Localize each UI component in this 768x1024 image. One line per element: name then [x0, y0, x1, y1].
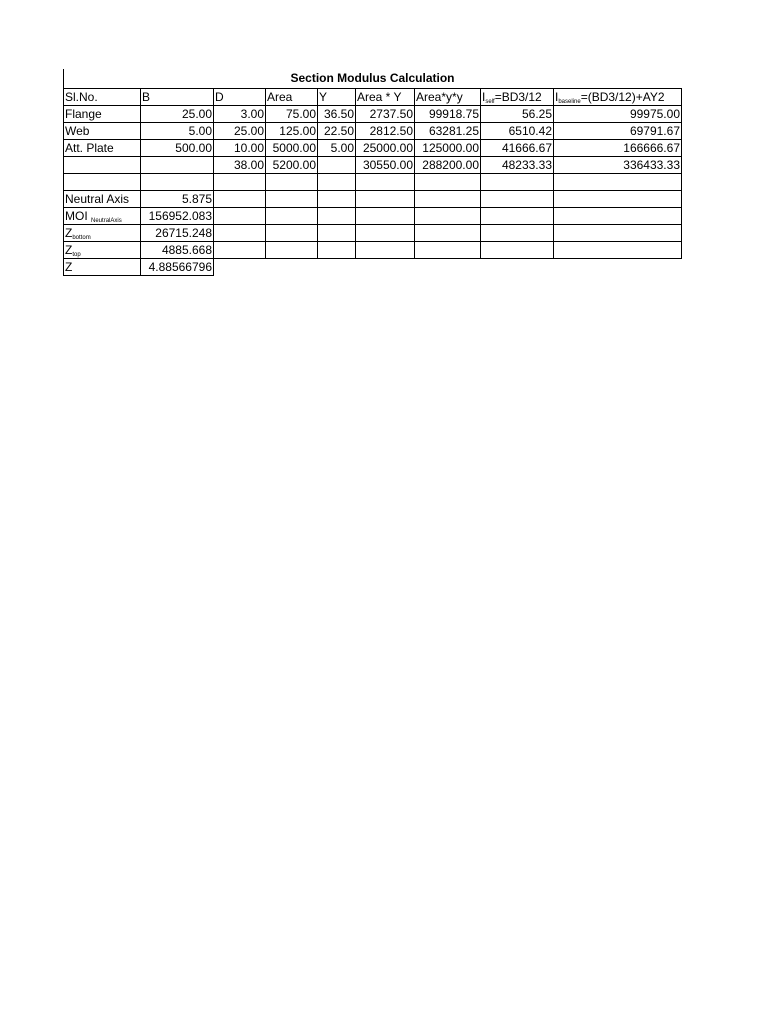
cell-i-self[interactable]: 41666.67 — [481, 140, 554, 157]
z-top-sub: top — [72, 252, 81, 258]
empty-cell[interactable] — [554, 225, 682, 242]
cell-b[interactable]: 25.00 — [141, 106, 214, 123]
spacer-cell — [214, 259, 266, 276]
empty-cell[interactable] — [481, 242, 554, 259]
empty-cell[interactable] — [214, 242, 266, 259]
cell-i-baseline[interactable]: 99975.00 — [554, 106, 682, 123]
cell-area-y[interactable]: 25000.00 — [356, 140, 415, 157]
empty-cell[interactable] — [64, 157, 141, 174]
spacer-cell — [318, 259, 356, 276]
moi-label: MOI — [65, 209, 88, 223]
empty-cell[interactable] — [356, 242, 415, 259]
empty-cell[interactable] — [415, 174, 481, 191]
result-row-neutral-axis — [64, 191, 682, 208]
z-bottom-sub: bottom — [72, 235, 91, 241]
table-row — [64, 123, 682, 140]
cell-area-y[interactable]: 2812.50 — [356, 123, 415, 140]
empty-cell[interactable] — [64, 174, 141, 191]
i-self-sub: self — [485, 99, 495, 105]
cell-b[interactable]: 500.00 — [141, 140, 214, 157]
spacer-cell — [266, 259, 318, 276]
empty-cell[interactable] — [214, 191, 266, 208]
row-name[interactable]: Flange — [64, 106, 141, 123]
header-area-y-y[interactable]: Area*y*y — [415, 89, 481, 106]
empty-cell[interactable] — [554, 191, 682, 208]
neutral-axis-value[interactable]: 5.875 — [141, 191, 214, 208]
empty-cell[interactable] — [318, 242, 356, 259]
header-slno[interactable]: Sl.No. — [64, 89, 141, 106]
totals-row — [64, 157, 682, 174]
calculation-table — [63, 88, 682, 276]
cell-area[interactable]: 125.00 — [266, 123, 318, 140]
empty-cell[interactable] — [318, 208, 356, 225]
empty-cell[interactable] — [266, 174, 318, 191]
empty-cell[interactable] — [481, 225, 554, 242]
i-baseline-sub: baseline — [558, 99, 581, 105]
empty-cell[interactable] — [266, 208, 318, 225]
empty-cell[interactable] — [356, 208, 415, 225]
empty-cell[interactable] — [266, 225, 318, 242]
result-row-z — [64, 259, 682, 276]
header-row — [64, 89, 682, 106]
cell-y[interactable]: 36.50 — [318, 106, 356, 123]
z-bottom-label: Z — [65, 226, 73, 240]
spacer-cell — [415, 259, 481, 276]
page-title: Section Modulus Calculation — [290, 71, 455, 85]
empty-cell[interactable] — [266, 242, 318, 259]
header-y[interactable]: Y — [318, 89, 356, 106]
empty-cell[interactable] — [266, 191, 318, 208]
cell-d[interactable]: 3.00 — [214, 106, 266, 123]
empty-cell[interactable] — [214, 174, 266, 191]
empty-cell[interactable] — [415, 191, 481, 208]
z-top-value[interactable]: 4885.668 — [141, 242, 214, 259]
total-area-y[interactable]: 30550.00 — [356, 157, 415, 174]
moi-sub: NeutralAxis — [91, 218, 122, 224]
total-area[interactable]: 5200.00 — [266, 157, 318, 174]
header-d[interactable]: D — [214, 89, 266, 106]
z-bottom-label-cell[interactable] — [64, 225, 141, 242]
cell-d[interactable]: 10.00 — [214, 140, 266, 157]
total-i-baseline[interactable]: 336433.33 — [554, 157, 682, 174]
empty-cell[interactable] — [318, 225, 356, 242]
spacer-cell — [356, 259, 415, 276]
empty-cell[interactable] — [554, 174, 682, 191]
z-value[interactable]: 4.88566796 — [141, 259, 214, 276]
cell-y[interactable]: 5.00 — [318, 140, 356, 157]
cell-area-y-y[interactable]: 63281.25 — [415, 123, 481, 140]
empty-cell[interactable] — [481, 174, 554, 191]
total-area-y-y[interactable]: 288200.00 — [415, 157, 481, 174]
blank-row — [64, 174, 682, 191]
i-baseline-main: I — [555, 90, 559, 104]
empty-cell[interactable] — [356, 225, 415, 242]
cell-area[interactable]: 5000.00 — [266, 140, 318, 157]
total-d[interactable]: 38.00 — [214, 157, 266, 174]
empty-cell[interactable] — [318, 191, 356, 208]
table-row — [64, 106, 682, 123]
z-bottom-value[interactable]: 26715.248 — [141, 225, 214, 242]
empty-cell[interactable] — [214, 208, 266, 225]
result-row-moi — [64, 208, 682, 225]
cell-y[interactable]: 22.50 — [318, 123, 356, 140]
cell-area[interactable]: 75.00 — [266, 106, 318, 123]
empty-cell[interactable] — [318, 174, 356, 191]
row-name[interactable]: Web — [64, 123, 141, 140]
cell-b[interactable]: 5.00 — [141, 123, 214, 140]
empty-cell[interactable] — [481, 191, 554, 208]
empty-cell[interactable] — [141, 174, 214, 191]
cell-i-self[interactable]: 6510.42 — [481, 123, 554, 140]
i-baseline-formula: =(BD3/12)+AY2 — [580, 90, 665, 104]
header-b[interactable]: B — [141, 89, 214, 106]
header-area-y[interactable]: Area * Y — [356, 89, 415, 106]
header-i-self[interactable] — [481, 89, 554, 106]
empty-cell[interactable] — [141, 157, 214, 174]
empty-cell[interactable] — [554, 242, 682, 259]
header-area[interactable]: Area — [266, 89, 318, 106]
cell-area-y-y[interactable]: 125000.00 — [415, 140, 481, 157]
empty-cell[interactable] — [214, 225, 266, 242]
spacer-cell — [554, 259, 682, 276]
result-row-z-bottom — [64, 225, 682, 242]
empty-cell[interactable] — [481, 208, 554, 225]
spacer-cell — [481, 259, 554, 276]
neutral-axis-label[interactable]: Neutral Axis — [64, 191, 141, 208]
cell-i-self[interactable]: 56.25 — [481, 106, 554, 123]
cell-i-baseline[interactable]: 166666.67 — [554, 140, 682, 157]
table-row — [64, 140, 682, 157]
empty-cell[interactable] — [415, 225, 481, 242]
empty-cell[interactable] — [318, 157, 356, 174]
header-i-baseline[interactable] — [554, 89, 682, 106]
i-self-main: I — [482, 90, 486, 104]
total-i-self[interactable]: 48233.33 — [481, 157, 554, 174]
moi-value[interactable]: 156952.083 — [141, 208, 214, 225]
cell-area-y-y[interactable]: 99918.75 — [415, 106, 481, 123]
row-name[interactable]: Att. Plate — [64, 140, 141, 157]
empty-cell[interactable] — [415, 208, 481, 225]
cell-i-baseline[interactable]: 69791.67 — [554, 123, 682, 140]
empty-cell[interactable] — [356, 191, 415, 208]
z-top-label-cell[interactable] — [64, 242, 141, 259]
z-top-label: Z — [65, 243, 73, 257]
empty-cell[interactable] — [356, 174, 415, 191]
z-label[interactable]: Z — [64, 259, 141, 276]
result-row-z-top — [64, 242, 682, 259]
cell-area-y[interactable]: 2737.50 — [356, 106, 415, 123]
empty-cell[interactable] — [554, 208, 682, 225]
empty-cell[interactable] — [415, 242, 481, 259]
cell-d[interactable]: 25.00 — [214, 123, 266, 140]
moi-label-cell[interactable] — [64, 208, 141, 225]
i-self-formula: =BD3/12 — [494, 90, 542, 104]
